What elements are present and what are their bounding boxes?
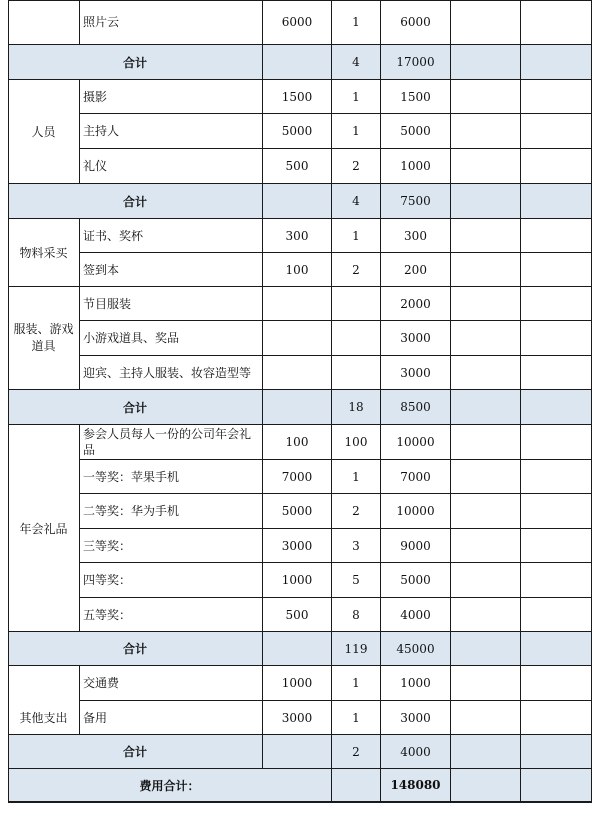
empty-cell	[451, 80, 521, 114]
category-cell: 其他支出	[8, 666, 80, 735]
price-cell: 1500	[263, 80, 332, 114]
empty-cell	[332, 287, 381, 321]
empty-cell	[332, 356, 381, 390]
subtotal-label: 合计	[8, 632, 263, 666]
empty-cell	[451, 769, 521, 803]
subtotal-qty: 119	[332, 632, 381, 666]
price-cell: 100	[263, 253, 332, 287]
empty-cell	[263, 45, 332, 80]
item-cell: 礼仪	[80, 149, 263, 184]
empty-cell	[263, 632, 332, 666]
qty-cell: 1	[332, 219, 381, 253]
amount-cell: 1500	[381, 80, 451, 114]
empty-cell	[521, 321, 592, 356]
subtotal-qty: 4	[332, 45, 381, 80]
empty-cell	[521, 149, 592, 184]
empty-cell	[521, 80, 592, 114]
category-cell	[8, 0, 80, 45]
empty-cell	[451, 632, 521, 666]
grand-total-amount: 148080	[381, 769, 451, 803]
subtotal-label: 合计	[8, 184, 263, 219]
empty-cell	[521, 114, 592, 149]
amount-cell: 9000	[381, 529, 451, 563]
price-cell: 500	[263, 598, 332, 632]
qty-cell: 1	[332, 0, 381, 45]
empty-cell	[521, 287, 592, 321]
amount-cell: 1000	[381, 666, 451, 701]
subtotal-label: 合计	[8, 390, 263, 425]
subtotal-label: 合计	[8, 735, 263, 769]
empty-cell	[451, 598, 521, 632]
empty-cell	[451, 149, 521, 184]
category-cell: 服装、游戏道具	[8, 287, 80, 390]
item-cell: 照片云	[80, 0, 263, 45]
item-cell: 参会人员每人一份的公司年会礼品	[80, 425, 263, 460]
empty-cell	[451, 287, 521, 321]
empty-cell	[521, 529, 592, 563]
category-cell: 人员	[8, 80, 80, 184]
amount-cell: 3000	[381, 701, 451, 735]
item-cell: 摄影	[80, 80, 263, 114]
empty-cell	[451, 494, 521, 529]
subtotal-amount: 45000	[381, 632, 451, 666]
amount-cell: 1000	[381, 149, 451, 184]
amount-cell: 10000	[381, 494, 451, 529]
empty-cell	[521, 219, 592, 253]
item-cell: 节目服装	[80, 287, 263, 321]
empty-cell	[521, 460, 592, 494]
qty-cell: 1	[332, 460, 381, 494]
item-cell: 小游戏道具、奖品	[80, 321, 263, 356]
empty-cell	[451, 356, 521, 390]
empty-cell	[263, 390, 332, 425]
empty-cell	[521, 598, 592, 632]
empty-cell	[451, 735, 521, 769]
empty-cell	[521, 666, 592, 701]
empty-cell	[451, 184, 521, 219]
empty-cell	[451, 460, 521, 494]
empty-cell	[521, 494, 592, 529]
price-cell: 5000	[263, 494, 332, 529]
empty-cell	[451, 563, 521, 598]
qty-cell: 1	[332, 701, 381, 735]
price-cell: 1000	[263, 666, 332, 701]
amount-cell: 5000	[381, 563, 451, 598]
empty-cell	[451, 253, 521, 287]
subtotal-qty: 18	[332, 390, 381, 425]
qty-cell: 1	[332, 114, 381, 149]
item-cell: 备用	[80, 701, 263, 735]
price-cell: 100	[263, 425, 332, 460]
empty-cell	[451, 390, 521, 425]
item-cell: 主持人	[80, 114, 263, 149]
subtotal-amount: 4000	[381, 735, 451, 769]
empty-cell	[521, 45, 592, 80]
empty-cell	[263, 321, 332, 356]
price-cell: 1000	[263, 563, 332, 598]
empty-cell	[521, 356, 592, 390]
item-cell: 交通费	[80, 666, 263, 701]
item-cell: 五等奖：	[80, 598, 263, 632]
empty-cell	[521, 632, 592, 666]
empty-cell	[521, 701, 592, 735]
empty-cell	[263, 356, 332, 390]
amount-cell: 200	[381, 253, 451, 287]
empty-cell	[451, 529, 521, 563]
item-cell: 签到本	[80, 253, 263, 287]
price-cell: 300	[263, 219, 332, 253]
price-cell: 7000	[263, 460, 332, 494]
subtotal-amount: 7500	[381, 184, 451, 219]
subtotal-qty: 4	[332, 184, 381, 219]
price-cell: 3000	[263, 529, 332, 563]
subtotal-amount: 17000	[381, 45, 451, 80]
empty-cell	[451, 114, 521, 149]
amount-cell: 5000	[381, 114, 451, 149]
empty-cell	[263, 287, 332, 321]
empty-cell	[521, 253, 592, 287]
category-cell: 物料采买	[8, 219, 80, 287]
qty-cell: 1	[332, 666, 381, 701]
amount-cell: 3000	[381, 356, 451, 390]
empty-cell	[451, 219, 521, 253]
empty-cell	[451, 425, 521, 460]
amount-cell: 4000	[381, 598, 451, 632]
qty-cell: 2	[332, 149, 381, 184]
empty-cell	[521, 563, 592, 598]
empty-cell	[451, 321, 521, 356]
price-cell: 6000	[263, 0, 332, 45]
item-cell: 二等奖：华为手机	[80, 494, 263, 529]
empty-cell	[263, 735, 332, 769]
amount-cell: 2000	[381, 287, 451, 321]
budget-table	[8, 0, 592, 803]
empty-cell	[521, 425, 592, 460]
qty-cell: 1	[332, 80, 381, 114]
empty-cell	[451, 45, 521, 80]
amount-cell: 6000	[381, 0, 451, 45]
empty-cell	[451, 666, 521, 701]
empty-cell	[451, 701, 521, 735]
item-cell: 一等奖：苹果手机	[80, 460, 263, 494]
qty-cell: 100	[332, 425, 381, 460]
empty-cell	[521, 0, 592, 45]
amount-cell: 300	[381, 219, 451, 253]
qty-cell: 5	[332, 563, 381, 598]
grand-total-label: 费用合计：	[8, 769, 332, 803]
empty-cell	[332, 321, 381, 356]
price-cell: 5000	[263, 114, 332, 149]
item-cell: 三等奖：	[80, 529, 263, 563]
subtotal-label: 合计	[8, 45, 263, 80]
empty-cell	[263, 184, 332, 219]
qty-cell: 2	[332, 494, 381, 529]
category-cell: 年会礼品	[8, 425, 80, 632]
amount-cell: 7000	[381, 460, 451, 494]
empty-cell	[451, 0, 521, 45]
item-cell: 四等奖：	[80, 563, 263, 598]
item-cell: 迎宾、主持人服装、妆容造型等	[80, 356, 263, 390]
amount-cell: 3000	[381, 321, 451, 356]
empty-cell	[521, 184, 592, 219]
empty-cell	[521, 390, 592, 425]
empty-cell	[521, 735, 592, 769]
empty-cell	[521, 769, 592, 803]
qty-cell: 8	[332, 598, 381, 632]
qty-cell: 3	[332, 529, 381, 563]
subtotal-qty: 2	[332, 735, 381, 769]
price-cell: 3000	[263, 701, 332, 735]
amount-cell: 10000	[381, 425, 451, 460]
price-cell: 500	[263, 149, 332, 184]
empty-cell	[332, 769, 381, 803]
subtotal-amount: 8500	[381, 390, 451, 425]
qty-cell: 2	[332, 253, 381, 287]
item-cell: 证书、奖杯	[80, 219, 263, 253]
